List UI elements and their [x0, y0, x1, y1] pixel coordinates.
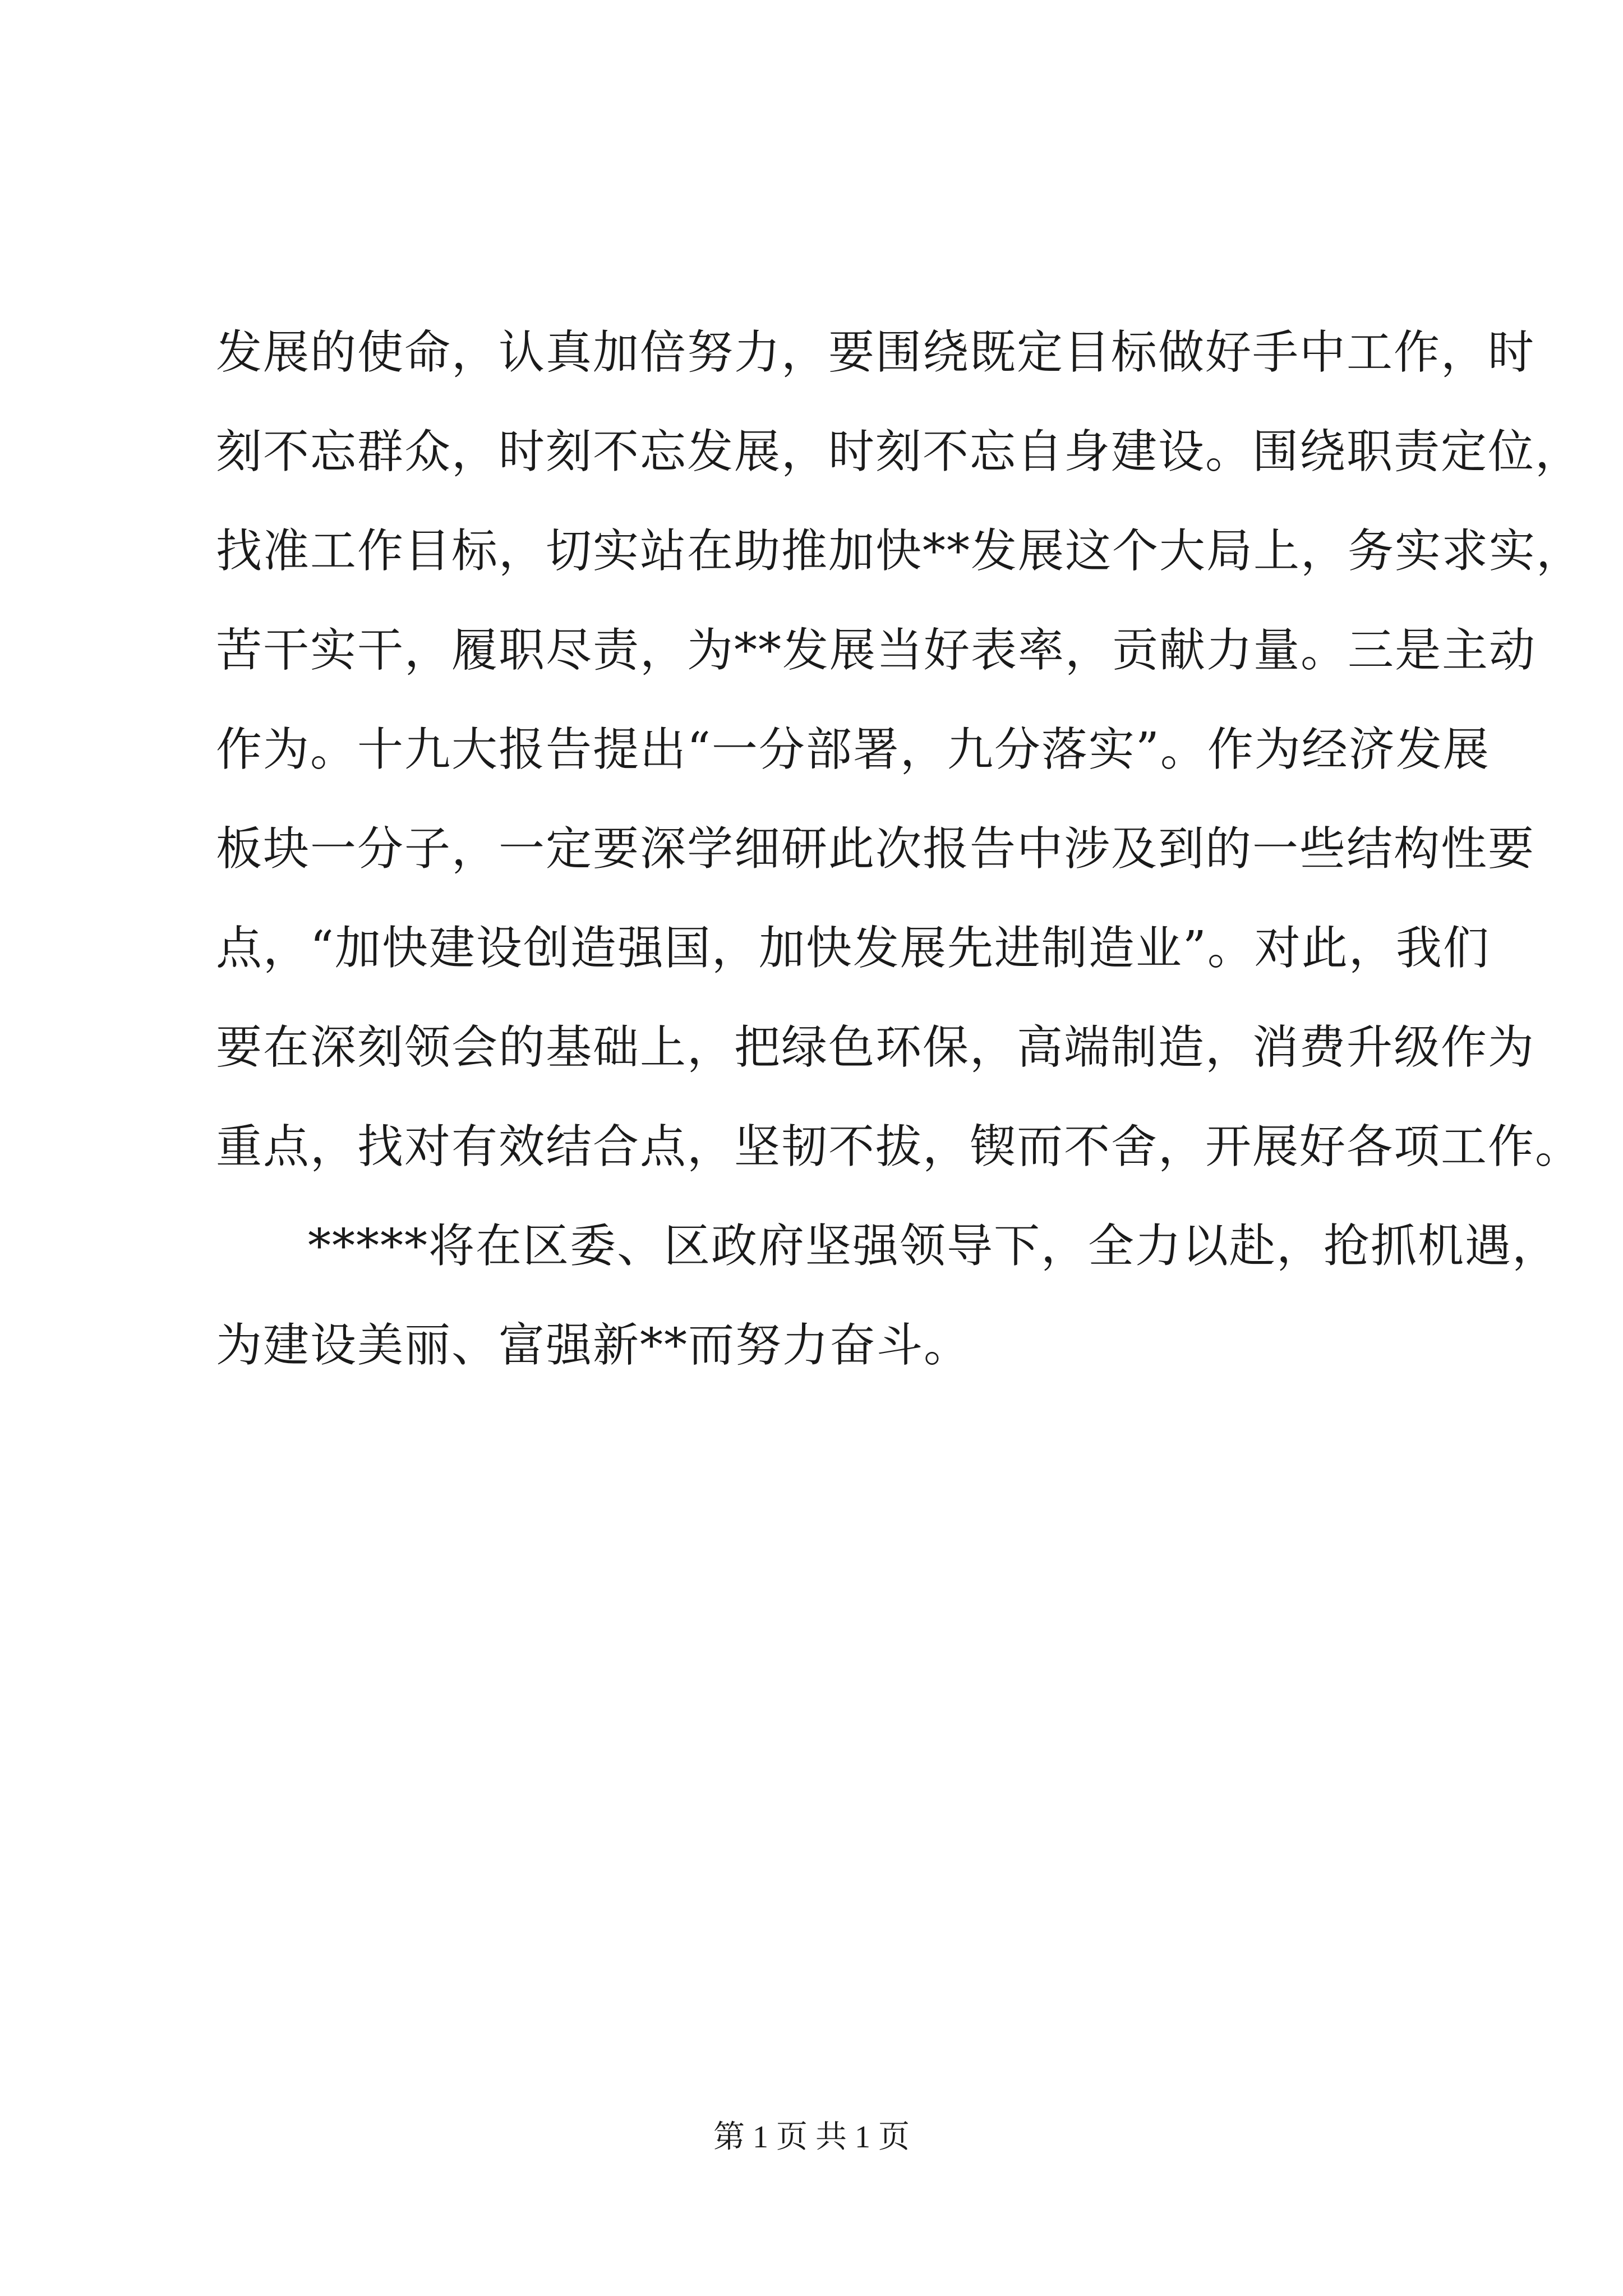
text-line: 板块一分子，一定要深学细研此次报告中涉及到的一些结构性要 [216, 822, 1536, 876]
text-line: 作为。十九大报告提出“一分部署，九分落实”。作为经济发展 [216, 723, 1490, 776]
text-line: 发展的使命，认真加倍努力，要围绕既定目标做好手中工作，时 [216, 326, 1536, 379]
text-line: 找准工作目标，切实站在助推加快**发展这个大局上，务实求实， [216, 524, 1584, 578]
text-line: *****将在区委、区政府坚强领导下，全力以赴，抢抓机遇， [308, 1220, 1560, 1273]
text-line: 苦干实干，履职尽责，为**发展当好表率，贡献力量。三是主动 [216, 624, 1537, 677]
text-line: 为建设美丽、富强新**而努力奋斗。 [216, 1319, 971, 1372]
text-line: 重点，找对有效结合点，坚韧不拔，锲而不舍，开展好各项工作。 [216, 1120, 1583, 1174]
paragraph-2 [216, 1197, 1560, 1395]
text-line: 点，“加快建设创造强国，加快发展先进制造业”。对此，我们 [216, 922, 1490, 975]
page-footer: 第 1 页 共 1 页 [713, 2120, 910, 2155]
text-line: 刻不忘群众，时刻不忘发展，时刻不忘自身建设。围绕职责定位， [216, 425, 1583, 478]
document-body [216, 303, 1584, 1395]
paragraph-1 [216, 303, 1584, 1197]
text-line: 要在深刻领会的基础上，把绿色环保，高端制造，消费升级作为 [216, 1021, 1536, 1074]
